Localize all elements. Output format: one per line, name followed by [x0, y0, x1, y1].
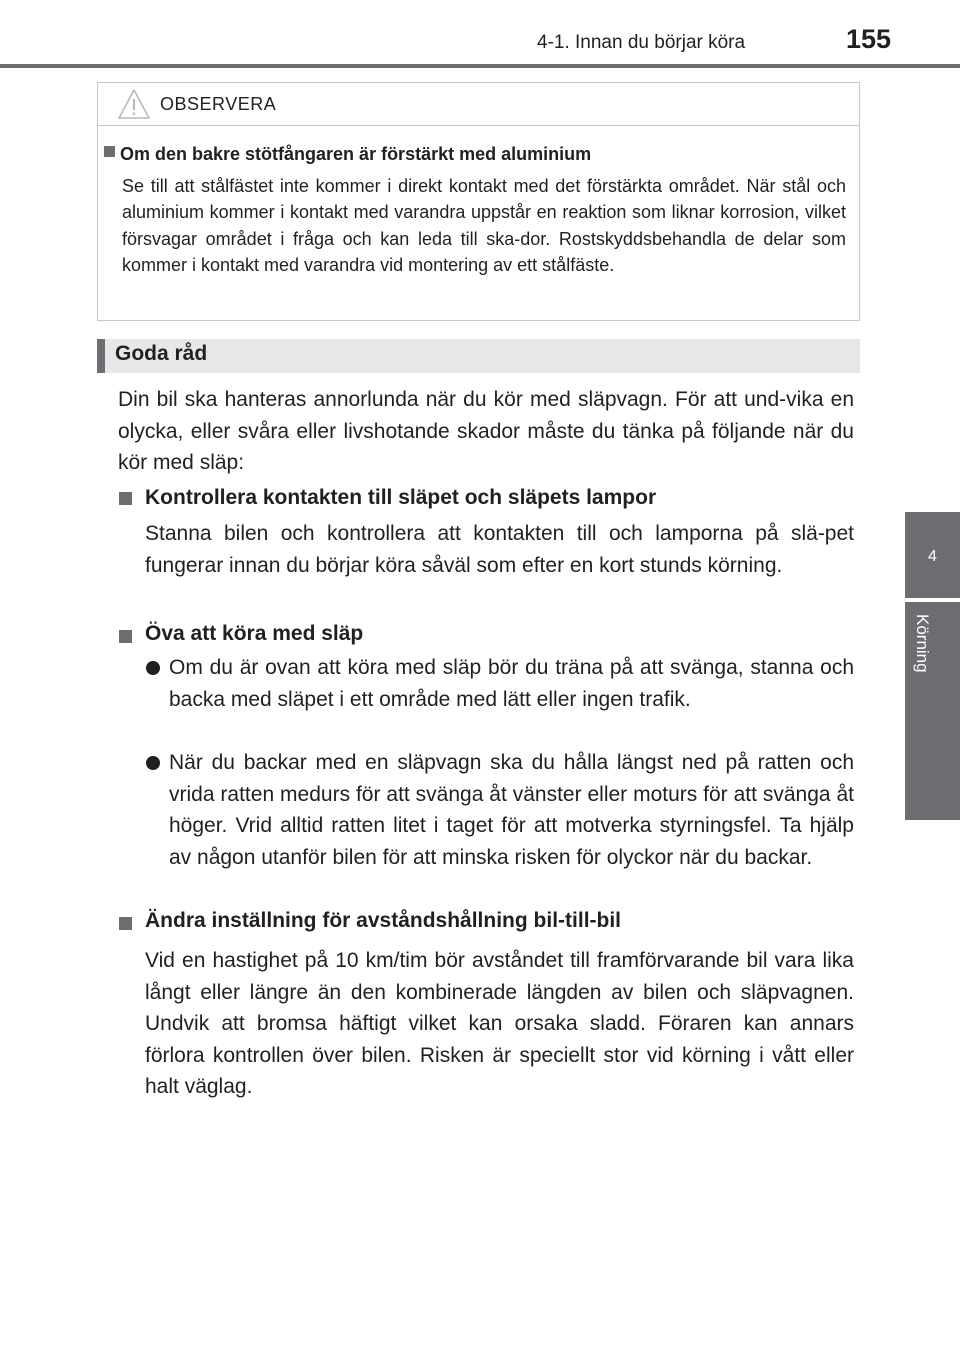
- section-body: Stanna bilen och kontrollera att kontakten till och lamporna på slä-pet fungerar innan du börjar köra såväl som efter en kort stunds körning.: [145, 522, 854, 577]
- intro-paragraph: Din bil ska hanteras annorlunda när du kör med släpvagn. För att und-vika en olycka, eller svåra eller livshotande skador måste du tänka på följande när du kör med släp:: [118, 388, 854, 474]
- square-bullet-icon: [119, 917, 132, 930]
- notice-title: Om den bakre stötfångaren är förstärkt med aluminium: [120, 144, 592, 164]
- round-bullet-icon: [146, 756, 160, 770]
- section-title: Öva att köra med släp: [145, 622, 364, 645]
- chapter-label: Körning: [913, 614, 932, 673]
- section-heading: 4-1. Innan du börjar köra: [537, 32, 746, 53]
- chapter-tab-number-block: [905, 512, 960, 598]
- header-divider: [0, 64, 960, 68]
- section-title: Kontrollera kontakten till släpet och släpets lampor: [145, 486, 657, 509]
- round-bullet-icon: [146, 661, 160, 675]
- notice-header: [98, 83, 859, 126]
- notice-body: Se till att stålfästet inte kommer i direkt kontakt med det förstärkta området. När stål och aluminium kommer i kontakt med varandra uppstår en reaktion som liknar korrosion, vilket försvagar området i fråga och kan leda till ska-dor. Rostskyddsbehandla de delar som kommer i kontakt med varandra vid montering av ett stålfäste.: [122, 176, 846, 275]
- notice-box: [97, 82, 860, 321]
- section-title: Ändra inställning för avståndshållning bil-till-bil: [145, 909, 622, 932]
- page-number: 155: [846, 24, 892, 54]
- chapter-number: 4: [928, 548, 937, 565]
- square-bullet-icon: [119, 492, 132, 505]
- tips-title: Goda råd: [115, 342, 208, 365]
- warning-triangle-icon: [117, 88, 151, 120]
- square-bullet-icon: [104, 146, 115, 157]
- square-bullet-icon: [119, 630, 132, 643]
- tips-heading-bar: [97, 339, 860, 373]
- list-item: När du backar med en släpvagn ska du hålla längst ned på ratten och vrida ratten medurs för att svänga åt vänster eller moturs för att svänga åt höger. Vrid alltid ratten litet i taget för att motverka styrningsfel. Ta hjälp av någon utanför bilen för att minska risken för olyckor när du backar.: [169, 751, 854, 869]
- list-item: Om du är ovan att köra med släp bör du träna på att svänga, stanna och backa med släpet i ett område med lätt eller ingen trafik.: [169, 656, 854, 711]
- notice-label: OBSERVERA: [160, 94, 277, 114]
- chapter-tab-label-block: [905, 602, 960, 820]
- section-body: Vid en hastighet på 10 km/tim bör avståndet till framförvarande bil vara lika långt eller längre än den kombinerade längden av bilen och släpvagnen. Undvik att bromsa häftigt vilket kan orsaka sladd. Föraren kan annars förlora kontrollen över bilen. Risken är speciellt stor vid körning i vått eller halt väglag.: [145, 949, 854, 1098]
